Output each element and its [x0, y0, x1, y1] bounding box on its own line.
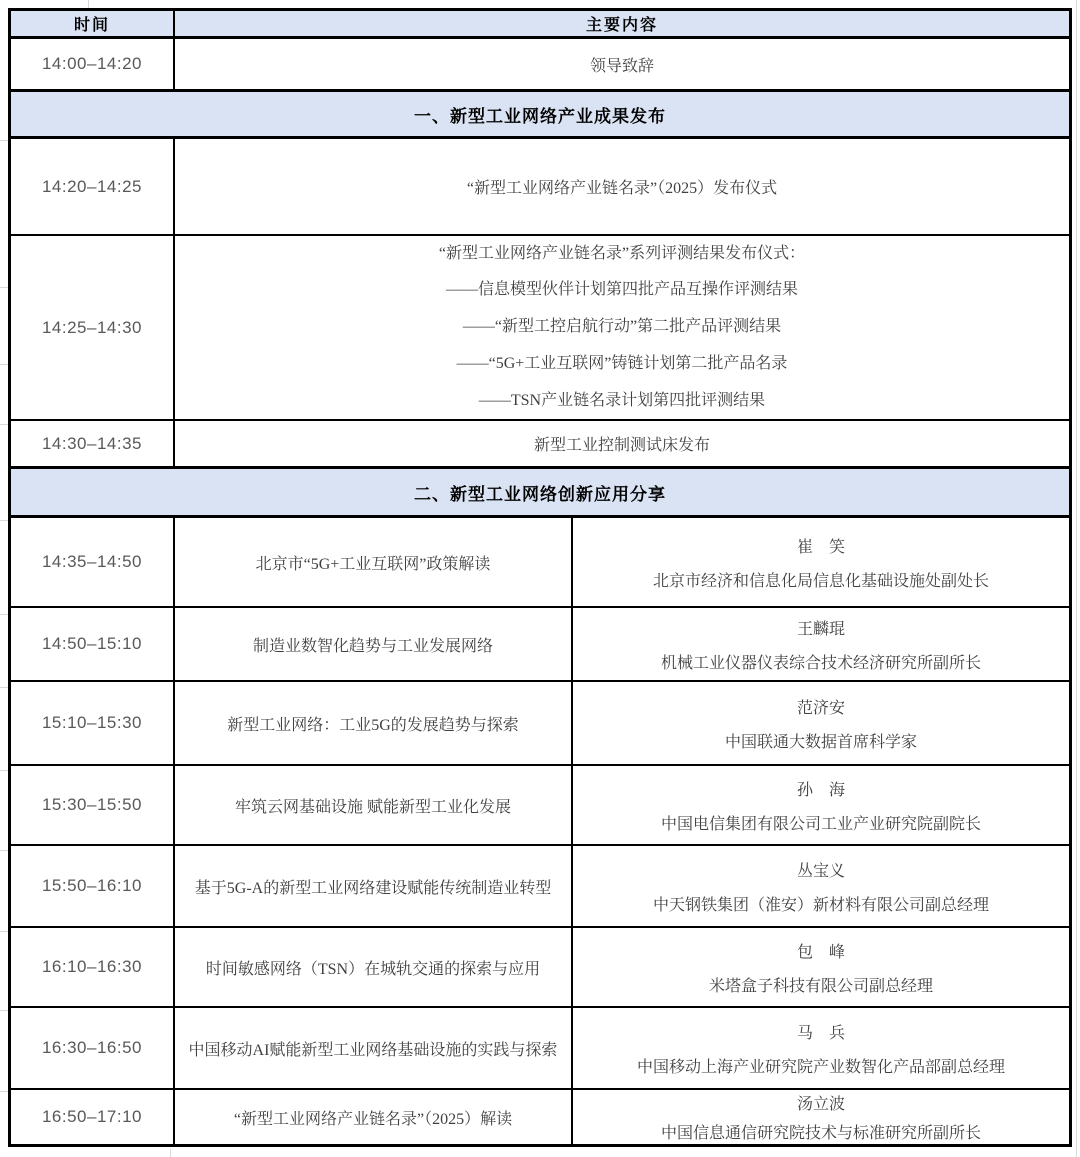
content-cell — [173, 236, 1069, 419]
content-line: ——信息模型伙伴计划第四批产品互操作评测结果 — [445, 281, 798, 299]
speaker-title: 中国联通大数据首席科学家 — [724, 733, 917, 751]
time-cell: 14:50–15:10 — [41, 634, 143, 653]
topic-cell: 基于5G-A的新型工业网络建设赋能传统制造业转型 — [173, 846, 571, 926]
speaker-name: 范济安 — [796, 699, 845, 717]
time-cell: 14:35–14:50 — [41, 552, 143, 571]
table-row — [11, 39, 1069, 92]
speaker-name: 丛宝义 — [796, 862, 845, 880]
spreadsheet-gridline — [0, 520, 8, 521]
content-line: ——“5G+工业互联网”铸链计划第二批产品名录 — [456, 354, 788, 372]
content-cell: 领导致辞 — [173, 39, 1069, 89]
spreadsheet-gridline — [0, 850, 8, 851]
speaker-name: 崔 笑 — [796, 538, 845, 556]
speaker-cell — [571, 846, 1069, 926]
spreadsheet-gridline — [0, 424, 8, 425]
topic-cell: 制造业数智化趋势与工业发展网络 — [173, 608, 571, 680]
speaker-cell — [571, 1008, 1069, 1088]
spreadsheet-gridline — [0, 1091, 8, 1092]
content-cell: 新型工业控制测试床发布 — [173, 421, 1069, 466]
speaker-title: 中国信息通信研究院技术与标准研究所副所长 — [660, 1125, 981, 1142]
table-row — [11, 139, 1069, 236]
spreadsheet-gridline — [88, 0, 89, 8]
section-title: 二、新型工业网络创新应用分享 — [414, 484, 666, 504]
table-header-row — [11, 11, 1069, 39]
table-row — [11, 928, 1069, 1008]
time-cell: 16:50–17:10 — [41, 1107, 143, 1126]
time-cell: 14:20–14:25 — [41, 176, 143, 196]
speaker-title: 米塔盒子科技有限公司副总经理 — [708, 977, 933, 995]
topic-cell: 中国移动AI赋能新型工业网络基础设施的实践与探索 — [173, 1008, 571, 1088]
spreadsheet-gridline — [0, 140, 8, 141]
table-row — [11, 846, 1069, 928]
speaker-name: 王麟琨 — [796, 620, 845, 638]
speaker-cell — [571, 928, 1069, 1006]
speaker-name: 马 兵 — [796, 1024, 845, 1042]
speaker-title: 机械工业仪器仪表综合技术经济研究所副所长 — [660, 654, 981, 672]
speaker-title: 中国电信集团有限公司工业产业研究院副院长 — [660, 815, 981, 833]
spreadsheet-gridline — [0, 687, 8, 688]
spreadsheet-gridline — [0, 364, 8, 365]
spreadsheet-gridline — [170, 1149, 171, 1157]
time-cell: 14:25–14:30 — [41, 317, 143, 337]
topic-cell: “新型工业网络产业链名录”（2025）解读 — [173, 1090, 571, 1144]
spreadsheet-gridline — [0, 1010, 8, 1011]
spreadsheet-gridline — [1076, 0, 1077, 1157]
topic-cell: 新型工业网络：工业5G的发展趋势与探索 — [173, 682, 571, 764]
column-header-content: 主要内容 — [173, 11, 1069, 36]
table-row — [11, 421, 1069, 469]
topic-cell: 牢筑云网基础设施 赋能新型工业化发展 — [173, 766, 571, 844]
spreadsheet-gridline — [0, 770, 8, 771]
speaker-cell — [571, 518, 1069, 606]
speaker-name: 汤立波 — [796, 1096, 845, 1113]
table-row — [11, 518, 1069, 608]
speaker-cell — [571, 682, 1069, 764]
table-row — [11, 1008, 1069, 1090]
topic-cell: 时间敏感网络（TSN）在城轨交通的探索与应用 — [173, 928, 571, 1006]
speaker-cell — [571, 766, 1069, 844]
column-header-time: 时间 — [73, 17, 110, 34]
speaker-name: 孙 海 — [796, 781, 845, 799]
time-cell: 15:30–15:50 — [41, 795, 143, 814]
section-title: 一、新型工业网络产业成果发布 — [414, 106, 666, 126]
speaker-title: 中天钢铁集团（淮安）新材料有限公司副总经理 — [652, 896, 989, 914]
table-row — [11, 1090, 1069, 1144]
time-cell: 15:10–15:30 — [41, 713, 143, 732]
time-cell: 14:30–14:35 — [41, 433, 143, 453]
speaker-title: 北京市经济和信息化局信息化基础设施处副处长 — [652, 572, 989, 590]
time-cell: 16:10–16:30 — [41, 957, 143, 976]
table-row — [11, 608, 1069, 682]
topic-cell: 北京市“5G+工业互联网”政策解读 — [173, 518, 571, 606]
speaker-cell — [571, 1090, 1069, 1144]
table-row — [11, 766, 1069, 846]
content-line: ——TSN产业链名录计划第四批评测结果 — [478, 391, 766, 409]
speaker-name: 包 峰 — [796, 943, 845, 961]
content-line: ——“新型工控启航行动”第二批产品评测结果 — [462, 318, 782, 336]
section-header-row — [11, 92, 1069, 139]
table-row — [11, 236, 1069, 421]
content-cell: “新型工业网络产业链名录”（2025）发布仪式 — [173, 139, 1069, 234]
spreadsheet-gridline — [0, 287, 8, 288]
agenda-table — [8, 8, 1072, 1147]
section-header-row — [11, 469, 1069, 518]
time-cell: 15:50–16:10 — [41, 876, 143, 895]
speaker-title: 中国移动上海产业研究院产业数智化产品部副总经理 — [636, 1058, 1005, 1076]
content-line: “新型工业网络产业链名录”系列评测结果发布仪式： — [438, 244, 806, 262]
spreadsheet-gridline — [0, 614, 8, 615]
time-cell: 16:30–16:50 — [41, 1038, 143, 1057]
speaker-cell — [571, 608, 1069, 680]
spreadsheet-gridline — [0, 931, 8, 932]
time-cell: 14:00–14:20 — [41, 54, 143, 73]
table-row — [11, 682, 1069, 766]
